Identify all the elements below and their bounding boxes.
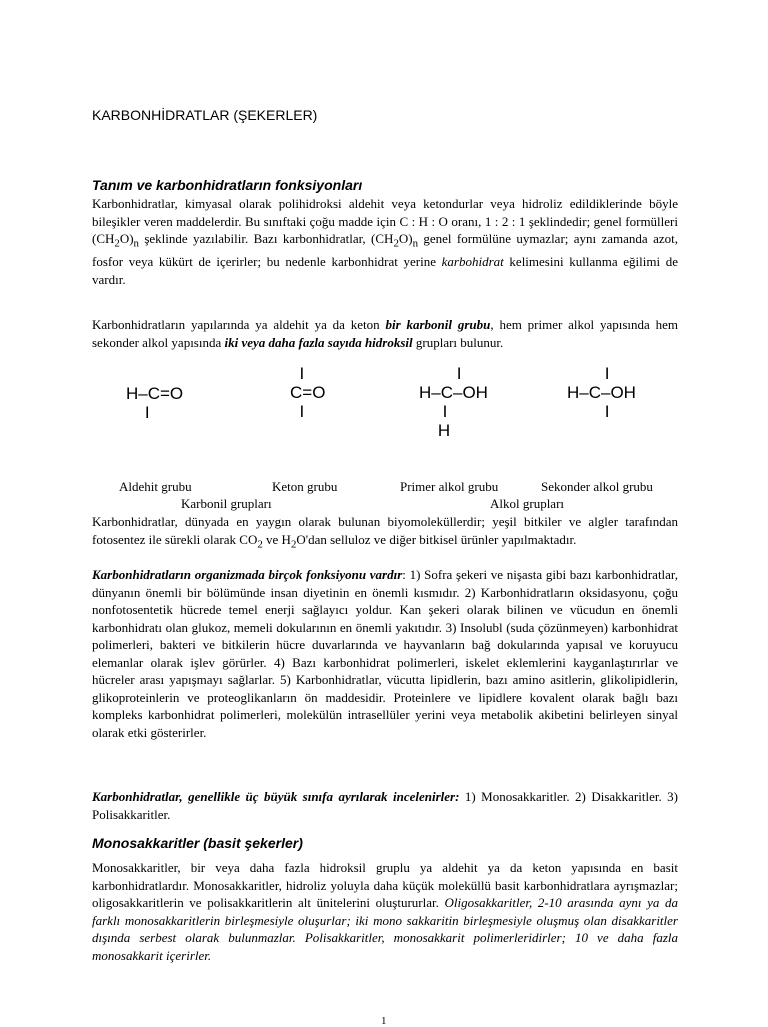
secondary-alcohol-structure: I H–C–OH I [567,364,636,421]
paragraph-occurrence: Karbonhidratlar, dünyada en yaygın olarak bulunan biyomoleküllerdir; yeşil bitkiler ve algler tarafından fotosentez ile sürekli olarak $CO_2$ ve $H_2O'dan$ selluloz ve diğer bitkisel ürünler yapılmaktadır. [92,514,678,551]
paragraph-classes: Karbonhidratlar, genellikle üç büyük sınıfa ayrılarak incelenirler: 1) Monosakkaritler. 2) Disakkaritler. 3) Polisakkaritler. [92,789,678,822]
page-number: 1 [381,1015,387,1027]
section-heading-definition: Tanım ve karbonhidratların fonksiyonları [92,177,363,193]
label-aldehyde: Aldehit grubu [119,479,192,494]
label-secondary-alcohol: Sekonder alkol grubu [541,479,653,494]
label-ketone: Keton grubu [272,479,338,494]
aldehyde-structure: H–C=O I [126,384,184,422]
paragraph-definition: Karbonhidratlar, kimyasal olarak polihidroksi aldehit veya ketondurlar veya hidroliz edildiklerinde böyle bileşikler veren maddelerdir. Bu sınıftaki çoğu madde için C : H : O oranı, 1 : 2 : 1 şeklindedir; genel formülleri $(CH_2O)_n$ şeklinde yazılabilir. Bazı karbonhidratlar, $(CH_2O)_n$ genel formülüne uymazlar; aynı zamanda azot, fosfor veya kükürt de içerirler; bu nedenle karbonhidrat yerine karbohidrat kelimesini kullanma eğilimi de vardır. [92,196,678,287]
label-alcohol-groups: Alkol grupları [490,496,565,511]
paragraph-functions: Karbonhidratların organizmada birçok fonksiyonu vardır: 1) Sofra şekeri ve nişasta gibi bazı karbonhidratlar, dünyanın önemli bir bölümünde insan diyetinin en önemli kısmıdır. 2) Karbonhidratların oksidasyonu, çoğu nonfotosentetik hücrede temel enerji sağlayıcı yoldur. Kan şekeri olarak bilinen ve vücudun en önemli karbonhidratı olan glukoz, memeli dokularının en önemli yakıtıdır. 3) Insolubl (suda çözünmeyen) karbonhidrat polimerleri, bakteri ve bitkilerin hücre duvarlarında ve hayvanların bağ dokularında yapısal ve koruyucu elemanlar olarak işlev görürler. 4) Bazı karbonhidrat polimerleri, iskelet eklemlerini kayganlaştırırlar ve hücreler arası yapışmayı sağlarlar. 5) Karbonhidratlar, vücutta lipidlerin, bazı amino asitlerin, glikolipidlerin, glikoproteinlerin ve proteoglikanların ön maddesidir. Proteinlere ve lipidlere kovalent olarak bağlı bazı kompleks karbonhidrat polimerleri, molekülün intrasellüler yerini veya metabolik akibetini belirleyen sinyal olarak etki gösterirler. [92,567,678,740]
ketone-structure: I C=O I [290,364,326,421]
paragraph-groups: Karbonhidratların yapılarında ya aldehit ya da keton bir karbonil grubu, hem primer alkol yapısında hem sekonder alkol yapısında iki veya daha fazla sayıda hidroksil grupları bulunur. [92,317,679,350]
primary-alcohol-structure: I H–C–OH I H [419,364,488,440]
page-title: KARBONHİDRATLAR (ŞEKERLER) [92,107,318,123]
section-heading-monosaccharides: Monosakkaritler (basit şekerler) [92,835,303,851]
label-primary-alcohol: Primer alkol grubu [400,479,499,494]
label-carbonyl-groups: Karbonil grupları [181,496,272,511]
paragraph-monosaccharides: Monosakkaritler, bir veya daha fazla hidroksil gruplu ya aldehit ya da keton yapısında en basit karbonhidratlardır. Monosakkaritler, hidroliz yoluyla daha küçük moleküllü basit karbonhidratlara ayrışmazlar; oligosakkaritlerin ve polisakkaritlerin alt ünitelerini oluştururlar. Oligosakkaritler, 2-10 arasında aynı ya da farklı monosakkaritlerin birleşmesiyle oluşurlar; iki mono sakkaritin birleşmesiyle oluşmuş olan disakkaritler dışında serbest olarak bulunmazlar. Polisakkaritler, monosakkarit polimerleridirler; 10 ve daha fazla monosakkarit içerirler. [92,860,678,963]
